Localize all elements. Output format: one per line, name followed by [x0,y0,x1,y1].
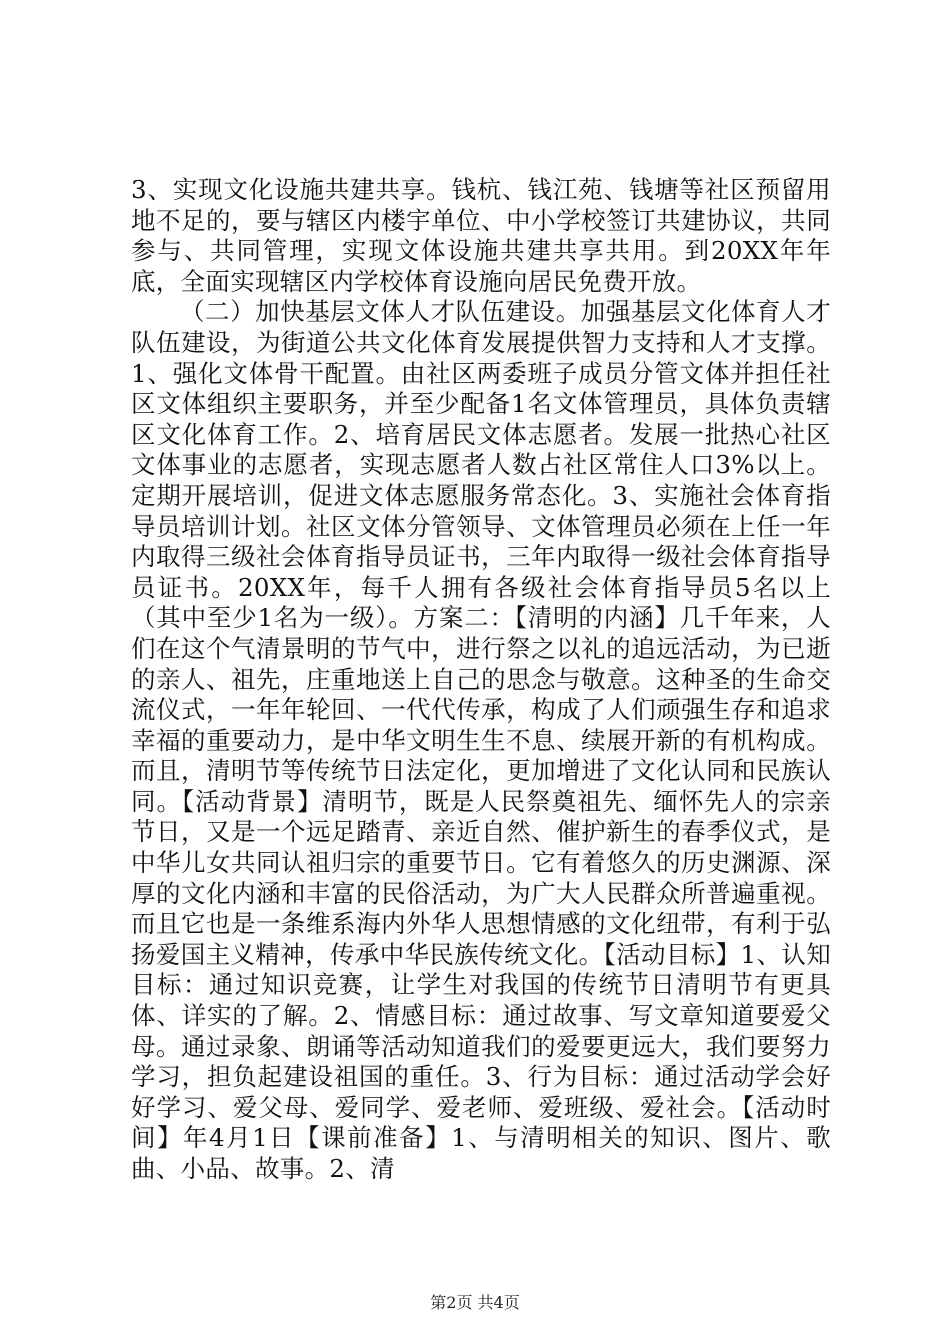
page-footer: 第2页 共4页 [430,1293,520,1312]
paragraph-facilities: 3、实现文化设施共建共享。钱杭、钱江苑、钱塘等社区预留用地不足的，要与辖区内楼宇单位、中小学校签订共建协议，共同参与、共同管理，实现文体设施共建共享共用。到20XX年年底，全面实现辖区内学校体育设施向居民免费开放。 [131,175,831,296]
paragraph-talent-team: （二）加快基层文体人才队伍建设。加强基层文化体育人才队伍建设，为街道公共文化体育发展提供智力支持和人才支撑。1、强化文体骨干配置。由社区两委班子成员分管文体并担任社区文体组织主要职务，并至少配备1名文体管理员，具体负责辖区文化体育工作。2、培育居民文体志愿者。发展一批热心社区文体事业的志愿者，实现志愿者人数占社区常住人口3%以上。定期开展培训，促进文体志愿服务常态化。3、实施社会体育指导员培训计划。社区文体分管领导、文体管理员必须在上任一年内取得三级社会体育指导员证书，三年内取得一级社会体育指导员证书。20XX年，每千人拥有各级社会体育指导员5名以上（其中至少1名为一级）。方案二：【清明的内涵】几千年来，人们在这个气清景明的节气中，进行祭之以礼的追远活动，为已逝的亲人、祖先，庄重地送上自己的思念与敬意。这种圣的生命交流仪式，一年年轮回、一代代传承，构成了人们顽强生存和追求幸福的重要动力，是中华文明生生不息、续展开新的有机构成。而且，清明节等传统节日法定化，更加增进了文化认同和民族认同。【活动背景】清明节，既是人民祭奠祖先、缅怀先人的宗亲节日，又是一个远足踏青、亲近自然、催护新生的春季仪式，是中华儿女共同认祖归宗的重要节日。它有着悠久的历史渊源、深厚的文化内涵和丰富的民俗活动，为广大人民群众所普遍重视。而且它也是一条维系海内外华人思想情感的文化纽带，有利于弘扬爱国主义精神，传承中华民族传统文化。【活动目标】1、认知目标：通过知识竞赛，让学生对我国的传统节日清明节有更具体、详实的了解。2、情感目标：通过故事、写文章知道要爱父母。通过录象、朗诵等活动知道我们的爱要更远大，我们要努力学习，担负起建设祖国的重任。3、行为目标：通过活动学会好好学习、爱父母、爱同学、爱老师、爱班级、爱社会。【活动时间】年4月1日【课前准备】1、与清明相关的知识、图片、歌曲、小品、故事。2、清 [131,297,832,1183]
document-body [131,175,831,1185]
